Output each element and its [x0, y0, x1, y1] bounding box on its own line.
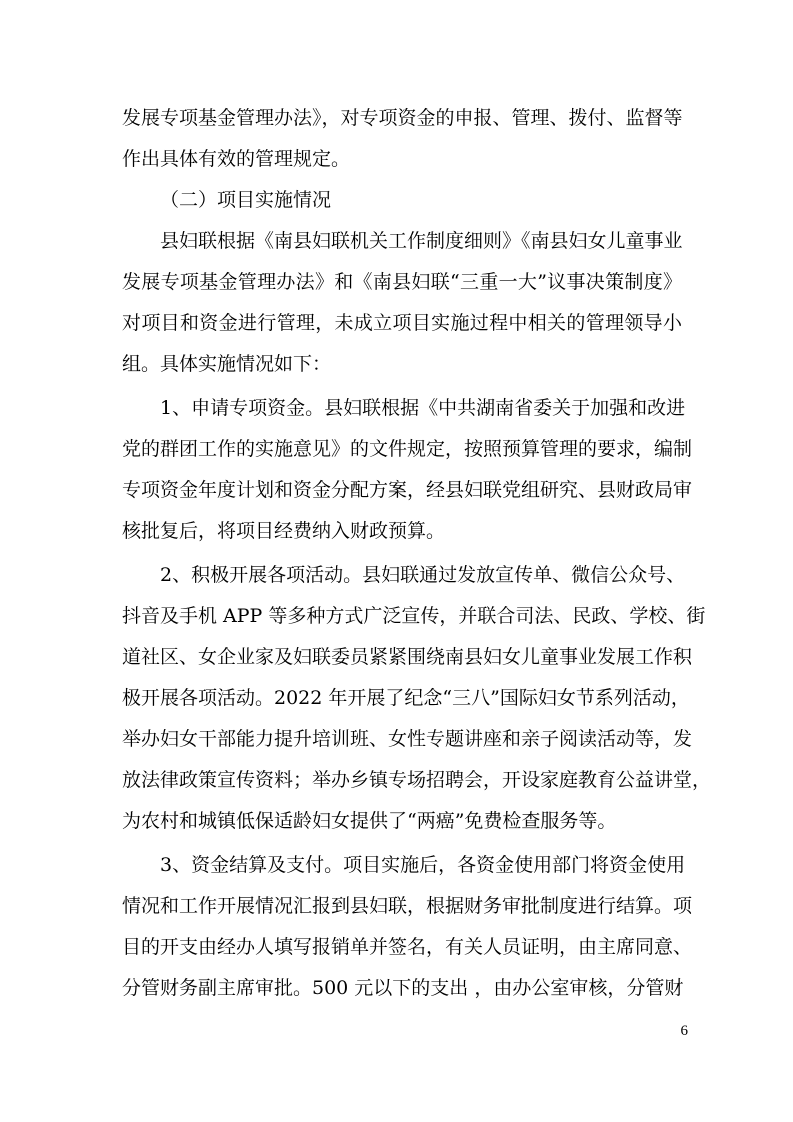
body-text-line: 发展专项基金管理办法》，对专项资金的申报、管理、拨付、监督等	[122, 107, 683, 129]
body-text-line: 极开展各项活动。2022 年开展了纪念“三八”国际妇女节系列活动，	[122, 687, 690, 709]
body-text-line: 抖音及手机 APP 等多种方式广泛宣传，并联合司法、民政、学校、街	[122, 605, 706, 627]
body-text-line: 目的开支由经办人填写报销单并签名，有关人员证明，由主席同意、	[122, 936, 693, 958]
paragraph-first-line: 1、申请专项资金。县妇联根据《中共湖南省委关于加强和改进	[160, 397, 686, 419]
paragraph-first-line: 县妇联根据《南县妇联机关工作制度细则》《南县妇女儿童事业	[160, 230, 683, 252]
body-text-line: 放法律政策宣传资料；举办乡镇专场招聘会，开设家庭教育公益讲堂，	[122, 769, 712, 791]
body-text-line: 情况和工作开展情况汇报到县妇联，根据财务审批制度进行结算。项	[122, 895, 693, 917]
body-text-line: 对项目和资金进行管理，未成立项目实施过程中相关的管理领导小	[122, 312, 682, 334]
body-text-line: 分管财务副主席审批。500 元以下的支出 ，由办公室审核，分管财	[122, 977, 684, 999]
body-text-line: 发展专项基金管理办法》和《南县妇联“三重一大”议事决策制度》	[122, 271, 682, 293]
paragraph-first-line: 2、积极开展各项活动。县妇联通过发放宣传单、微信公众号、	[160, 564, 686, 586]
body-text-line: 专项资金年度计划和资金分配方案，经县妇联党组研究、县财政局审	[122, 479, 693, 501]
body-text-line: 举办妇女干部能力提升培训班、女性专题讲座和亲子阅读活动等，发	[122, 728, 693, 750]
page-number: 6	[680, 1023, 688, 1039]
body-text-line: 为农村和城镇低保适龄妇女提供了“两癌”免费检查服务等。	[122, 810, 617, 832]
paragraph-first-line: 3、资金结算及支付。项目实施后，各资金使用部门将资金使用	[160, 854, 686, 876]
body-text-line: 党的群团工作的实施意见》的文件规定，按照预算管理的要求，编制	[122, 438, 693, 460]
body-text-line: 道社区、女企业家及妇联委员紧紧围绕南县妇女儿童事业发展工作积	[122, 646, 693, 668]
body-text-line: 组。具体实施情况如下：	[122, 353, 332, 375]
body-text-line: 核批复后，将项目经费纳入财政预算。	[122, 520, 446, 542]
body-text-line: 作出具体有效的管理规定。	[122, 148, 351, 170]
section-heading: （二）项目实施情况	[160, 189, 332, 211]
